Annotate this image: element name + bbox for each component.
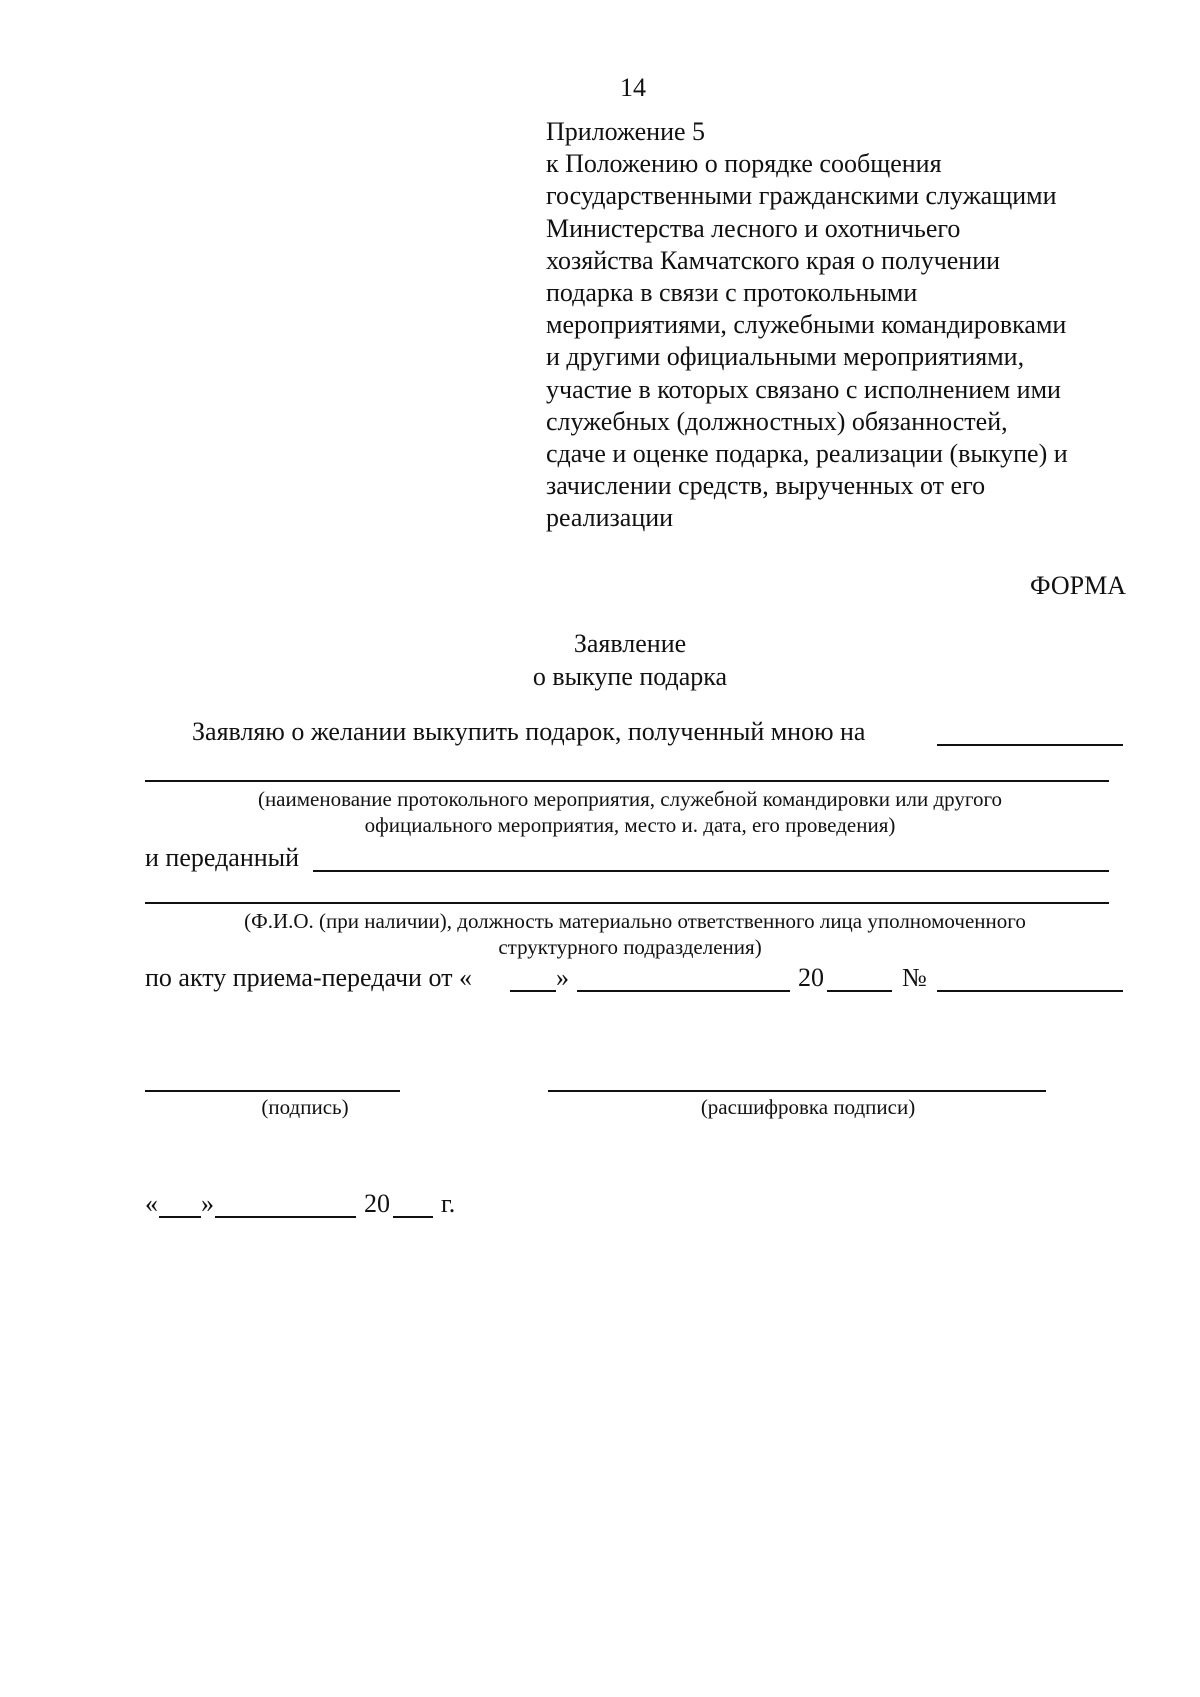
date-year-prefix: 20 [364, 1189, 390, 1218]
transferred-label: и переданный [145, 843, 300, 872]
appendix-line: и другими официальными мероприятиями, [546, 342, 1025, 372]
appendix-line: подарка в связи с протокольными [546, 278, 918, 308]
date-day-field-underline[interactable] [159, 1216, 201, 1218]
act-number-field-underline[interactable] [937, 990, 1123, 992]
appendix-line: участие в которых связано с исполнением ими [546, 374, 1061, 404]
act-quote-close: » [556, 963, 569, 992]
act-prefix: по акту приема-передачи от « [145, 963, 472, 992]
event-field-underline[interactable] [937, 744, 1123, 746]
appendix-line: государственными гражданскими служащими [546, 181, 1057, 211]
person-caption: структурного подразделения) [498, 935, 762, 959]
recipient-field-underline[interactable] [313, 870, 1109, 872]
document-subtitle: о выкупе подарка [532, 662, 728, 691]
date-month-field-underline[interactable] [215, 1216, 356, 1218]
date-open-quote: « [145, 1189, 158, 1218]
act-month-field-underline[interactable] [577, 990, 790, 992]
signature-field-underline[interactable] [145, 1090, 400, 1092]
appendix-line: Приложение 5 [546, 117, 706, 146]
appendix-line: мероприятиями, служебными командировками [546, 310, 1067, 340]
appendix-line: Министерства лесного и охотничьего [546, 213, 961, 243]
recipient-field-underline-2[interactable] [145, 902, 1109, 904]
act-number-sign: № [902, 963, 927, 992]
date-year-suffix: г. [441, 1189, 456, 1218]
decoding-caption: (расшифровка подписи) [700, 1095, 916, 1119]
event-caption: официального мероприятия, место и. дата, его проведения) [364, 813, 896, 837]
appendix-line: хозяйства Камчатского края о получении [546, 245, 1001, 275]
event-field-underline-2[interactable] [145, 780, 1109, 782]
appendix-line: реализации [546, 503, 674, 533]
appendix-line: сдаче и оценке подарка, реализации (выкупе) и [546, 439, 1068, 469]
act-day-field-underline[interactable] [510, 990, 556, 992]
act-year-prefix: 20 [798, 963, 824, 992]
date-close-quote: » [201, 1189, 214, 1218]
appendix-line: служебных (должностных) обязанностей, [546, 406, 1008, 436]
act-year-field-underline[interactable] [827, 990, 892, 992]
appendix-line: зачислении средств, вырученных от его [546, 471, 986, 501]
signature-caption: (подпись) [261, 1095, 349, 1119]
event-caption: (наименование протокольного мероприятия, служебной командировки или другого [257, 787, 1003, 811]
signature-decoding-field-underline[interactable] [548, 1090, 1046, 1092]
intro-text: Заявляю о желании выкупить подарок, полученный мною на [192, 717, 866, 746]
appendix-block [546, 116, 1126, 535]
date-year-field-underline[interactable] [393, 1216, 433, 1218]
form-label: ФОРМА [1030, 571, 1126, 600]
appendix-line: к Положению о порядке сообщения [546, 149, 942, 179]
page-number: 14 [620, 73, 646, 102]
document-title: Заявление [573, 629, 687, 658]
person-caption: (Ф.И.О. (при наличии), должность материально ответственного лица уполномоченного [244, 909, 1026, 933]
